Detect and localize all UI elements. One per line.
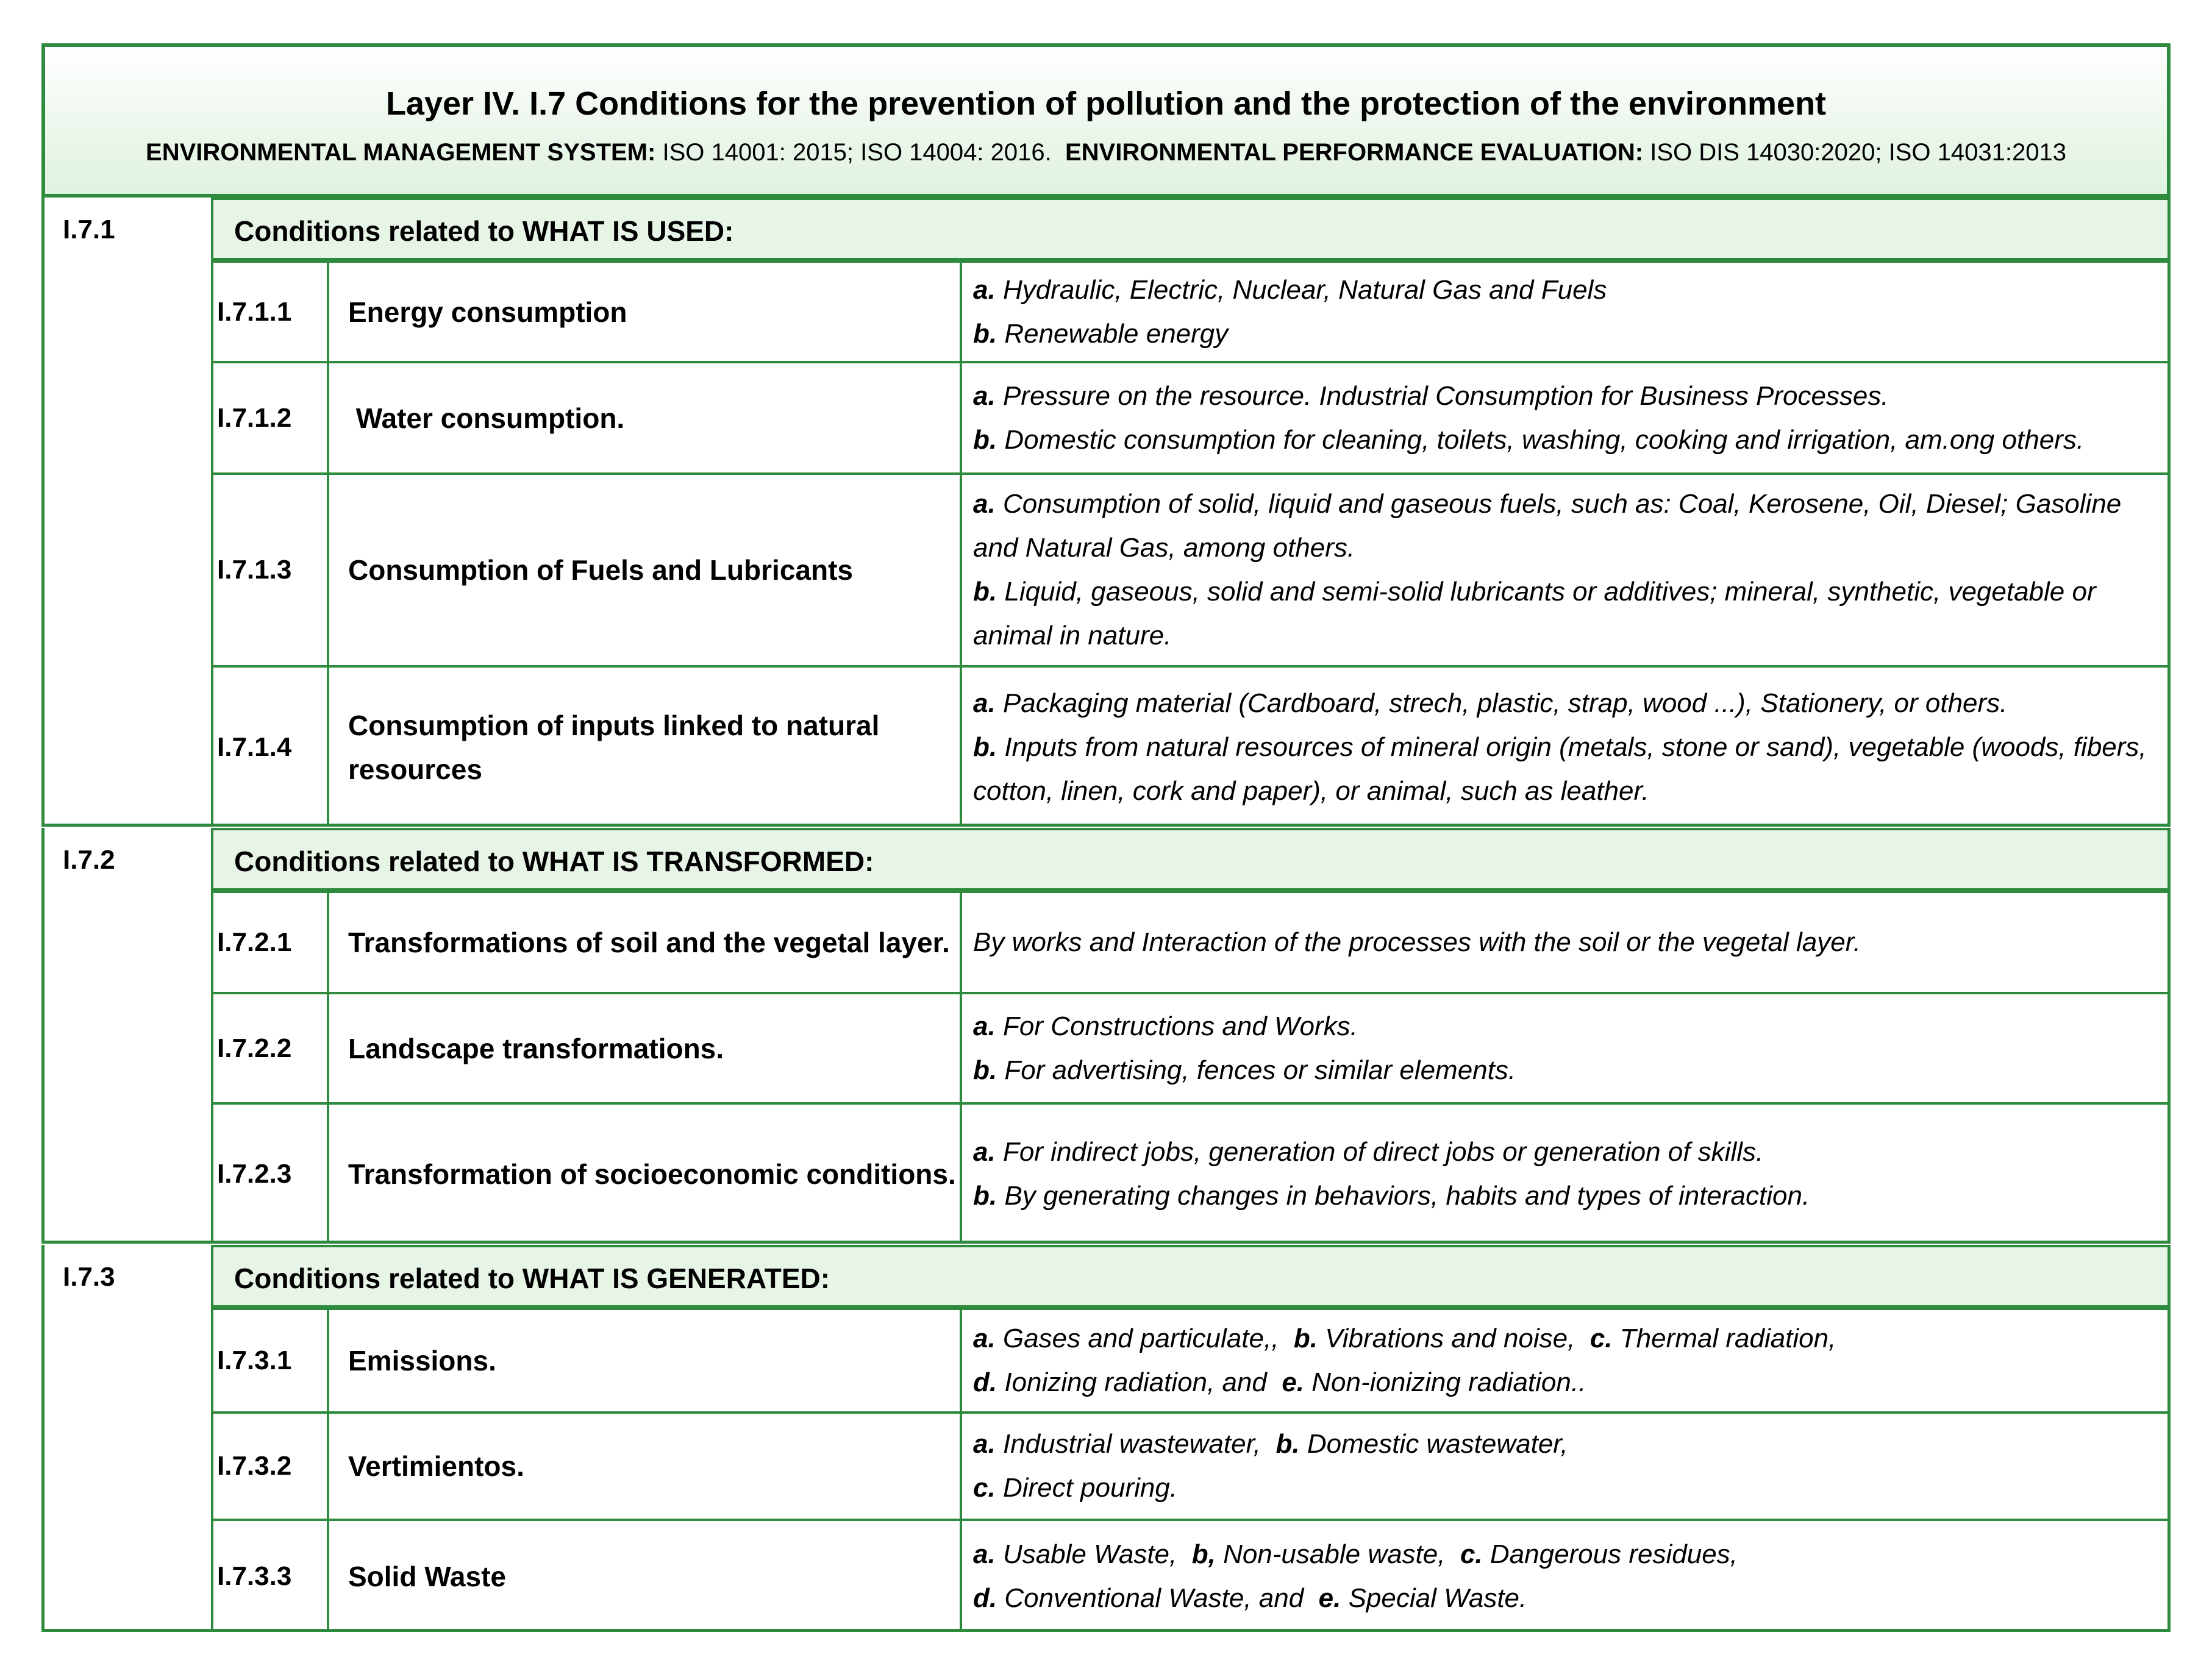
row-description: a. Usable Waste, b, Non-usable waste, c. Dangerous residues, d. Conventional Waste, and e. Special Waste. bbox=[973, 1539, 1738, 1613]
ems-value: ISO 14001: 2015; ISO 14004: 2016. bbox=[662, 139, 1052, 166]
row-name: Emissions. bbox=[348, 1345, 496, 1377]
row-name: Transformation of socioeconomic conditions. bbox=[348, 1158, 956, 1190]
row-description: a. Hydraulic, Electric, Nuclear, Natural Gas and Fuels b. Renewable energy bbox=[973, 274, 1607, 349]
section-title: Conditions related to WHAT IS USED: bbox=[234, 215, 734, 247]
document-page bbox=[41, 43, 2171, 1632]
section-what-is-generated bbox=[41, 1245, 2171, 1632]
row-name: Landscape transformations. bbox=[348, 1032, 724, 1064]
epe-value: ISO DIS 14030:2020; ISO 14031:2013 bbox=[1650, 139, 2066, 166]
table-row bbox=[211, 1102, 2167, 1244]
page-title: Layer IV. I.7 Conditions for the prevention of pollution and the protection of the environment bbox=[385, 85, 1827, 122]
table-header bbox=[41, 43, 2171, 198]
table-row bbox=[211, 992, 2167, 1102]
row-description: a. Packaging material (Cardboard, strech, plastic, strap, wood ...), Stationery, or others. b. Inputs from natural resources of mineral origin (metals, stone or sand), vegetable (woods, fibers, cotton, linen, cork and paper), or animal, such as leather. bbox=[973, 688, 2147, 806]
row-description: a. Consumption of solid, liquid and gaseous fuels, such as: Coal, Kerosene, Oil, Diesel; Gasoline and Natural Gas, among others. b. Liquid, gaseous, solid and semi-solid lubricants or additives; mineral, synthetic, vegetable or animal in nature. bbox=[973, 489, 2122, 650]
section-title-bar bbox=[211, 828, 2167, 891]
row-name: Transformations of soil and the vegetal layer. bbox=[348, 927, 950, 958]
table-row bbox=[211, 1308, 2167, 1411]
row-code: I.7.3.3 bbox=[217, 1561, 292, 1591]
table-row bbox=[211, 361, 2167, 472]
ems-label: ENVIRONMENTAL MANAGEMENT SYSTEM: bbox=[146, 139, 656, 166]
row-name: Consumption of inputs linked to natural resources bbox=[348, 709, 880, 785]
row-name: Consumption of Fuels and Lubricants bbox=[348, 554, 853, 586]
row-name: Water consumption. bbox=[348, 402, 625, 434]
table-row bbox=[211, 891, 2167, 992]
epe-label: ENVIRONMENTAL PERFORMANCE EVALUATION: bbox=[1065, 139, 1644, 166]
table-row bbox=[211, 1411, 2167, 1519]
row-description: a. Gases and particulate,, b. Vibrations and noise, c. Thermal radiation, d. Ionizing radiation, and e. Non-ionizing radiation.. bbox=[973, 1324, 1836, 1397]
row-code: I.7.1.3 bbox=[217, 555, 292, 585]
row-code: I.7.2.2 bbox=[217, 1033, 292, 1063]
row-code: I.7.1.2 bbox=[217, 402, 292, 433]
row-name: Energy consumption bbox=[348, 296, 627, 328]
row-name: Solid Waste bbox=[348, 1561, 506, 1592]
table-row bbox=[211, 665, 2167, 827]
section-what-is-used bbox=[41, 198, 2171, 827]
table-row bbox=[211, 472, 2167, 665]
row-description: a. Industrial wastewater, b. Domestic wastewater, c. Direct pouring. bbox=[973, 1429, 1568, 1503]
section-code: I.7.3 bbox=[63, 1262, 115, 1292]
section-title-bar bbox=[211, 198, 2167, 260]
row-code: I.7.1.4 bbox=[217, 732, 292, 762]
section-title: Conditions related to WHAT IS GENERATED: bbox=[234, 1263, 830, 1294]
section-title-bar bbox=[211, 1245, 2167, 1308]
row-code: I.7.2.3 bbox=[217, 1159, 292, 1189]
row-name: Vertimientos. bbox=[348, 1450, 524, 1482]
section-code: I.7.1 bbox=[63, 215, 115, 244]
section-what-is-transformed bbox=[41, 828, 2171, 1244]
standards-line bbox=[45, 137, 2167, 168]
row-code: I.7.3.2 bbox=[217, 1451, 292, 1481]
section-code: I.7.2 bbox=[63, 845, 115, 875]
table-row bbox=[211, 1519, 2167, 1632]
row-code: I.7.1.1 bbox=[217, 296, 292, 327]
row-code: I.7.2.1 bbox=[217, 927, 292, 957]
row-description: By works and Interaction of the processes with the soil or the vegetal layer. bbox=[973, 927, 1861, 957]
section-title: Conditions related to WHAT IS TRANSFORMED: bbox=[234, 846, 874, 877]
row-description: a. For Constructions and Works. b. For advertising, fences or similar elements. bbox=[973, 1011, 1516, 1085]
table-row bbox=[211, 260, 2167, 361]
row-code: I.7.3.1 bbox=[217, 1345, 292, 1375]
row-description: a. For indirect jobs, generation of direct jobs or generation of skills. b. By generating changes in behaviors, habits and types of interaction. bbox=[973, 1137, 1810, 1211]
row-description: a. Pressure on the resource. Industrial Consumption for Business Processes. b. Domestic consumption for cleaning, toilets, washing, cooking and irrigation, am.ong others. bbox=[973, 380, 2085, 455]
